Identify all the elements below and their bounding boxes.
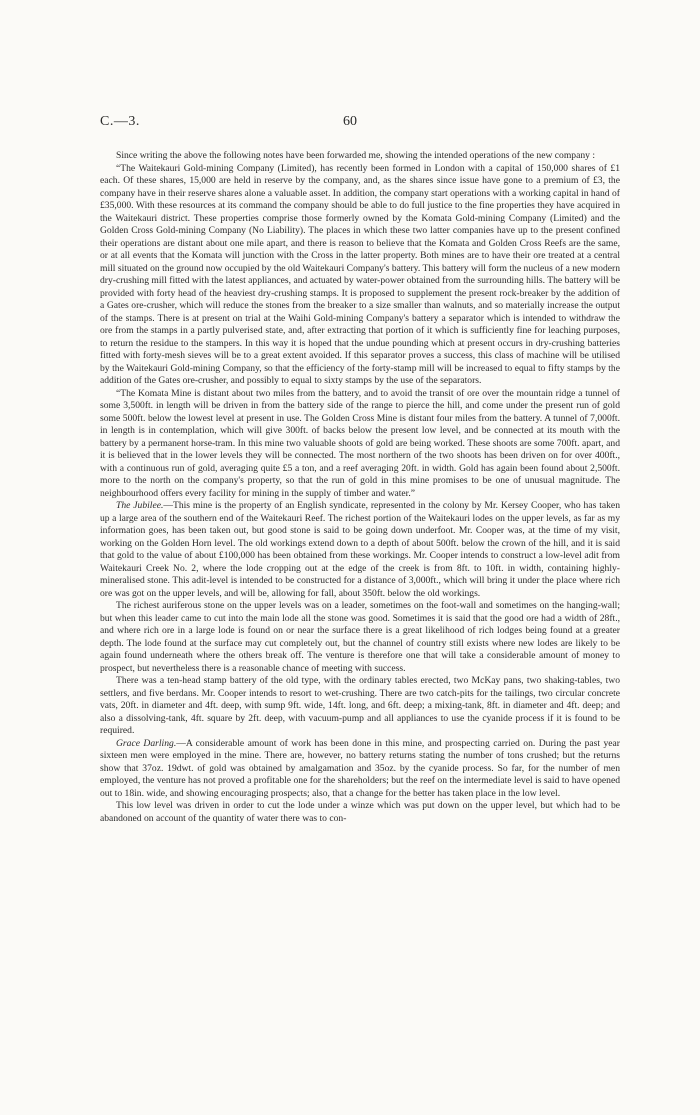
document-reference: C.—3.: [100, 114, 140, 129]
page-number: 60: [343, 114, 357, 129]
paragraph-text: “The Komata Mine is distant about two miles from the battery, and to avoid the transit of ore over the mountain ridge a tunnel of some 3,500ft. in length will be driven in from the battery side of the range to pierce the hill, and come under the present run of gold some 500ft. below the lowest level at present in use. The Golden Cross Mine is distant four miles from the battery. A tunnel of 7,000ft. in length is in contemplation, which will give 300ft. of backs below the present low level, and be connected at its mouth with the battery by a permanent horse-tram. In this mine two valuable shoots of gold are being worked. These shoots are some 700ft. apart, and it is believed that in the lower levels they will be connected. The most northern of the two shoots has been driven on for over 400ft., with a continuous run of gold, averaging quite £5 a ton, and a reef averaging 20ft. in width. Gold has again been found about 2,500ft. more to the north on the company's property, so that the run of gold in this mine promises to be one of unusual magnitude. The neighbourhood offers every facility for mining in the supply of timber and water.”: [100, 387, 620, 499]
paragraph-heading: Grace Darling.: [116, 737, 177, 749]
paragraph-text: This low level was driven in order to cut the lode under a winze which was put down on the upper level, but which had to be abandoned on account of the quantity of water there was to con-: [100, 800, 620, 824]
paragraph-heading: The Jubilee.: [116, 500, 164, 511]
paragraph: [100, 388, 620, 501]
page-header: [100, 114, 620, 134]
paragraph-text: Since writing the above the following notes have been forwarded me, showing the intended operations of the new company :: [116, 150, 596, 161]
paragraph: [100, 500, 620, 600]
paragraph: [100, 800, 620, 825]
body-text: [100, 150, 620, 825]
paragraph: [100, 163, 620, 388]
paragraph-text: The richest auriferous stone on the upper levels was on a leader, sometimes on the foot-wall and sometimes on the hanging-wall; but when this leader came to cut into the main lode all the stone was good. Sometimes it is said that the good ore had a width of 28ft., and where rich ore in a large lode is found on or near the surface there is a great likelihood of rich lodges being found at a greater depth. The lode found at the surface may cut completely out, but the channel of country still exists where new lodes are likely to be again found underneath where the others break off. The venture is therefore one that will take a considerable amount of money to prospect, but nevertheless there is a reasonable chance of meeting with success.: [100, 600, 620, 674]
paragraph: [100, 600, 620, 675]
paragraph: [100, 738, 620, 801]
paragraph-text: —This mine is the property of an English syndicate, represented in the colony by Mr. Kersey Cooper, who has taken up a large area of the southern end of the Waitekauri Reef. The richest portion of the Waitekauri lodes on the upper levels, as far as my information goes, has been taken out, but good stone is said to be going down underfoot. Mr. Cooper was, at the time of my visit, working on the Golden Horn level. The old workings extend down to a depth of about 500ft. below the crown of the hill, and it is said that gold to the value of about £100,000 has been obtained from these workings. Mr. Cooper intends to construct a low-level adit from Waitekauri Creek No. 2, where the lode cropping out at the edge of the creek is from 8ft. to 10ft. in width, containing highly-mineralised stone. This adit-level is intended to be constructed for a distance of 3,000ft., which will bring it under the place where rich ore was got on the upper levels, and will be, allowing for fall, about 350ft. below the old workings.: [100, 500, 620, 599]
paragraph-text: —A considerable amount of work has been done in this mine, and prospecting carried on. During the past year sixteen men were employed in the mine. There are, however, no battery returns stating the number of tons crushed; but the returns show that 37oz. 19dwt. of gold was obtained by amalgamation and 35oz. by the cyanide process. So far, for the number of men employed, the venture has not proved a profitable one for the shareholders; but the reef on the intermediate level is said to have opened out to 18in. wide, and showing encouraging prospects; also, that a change for the better has taken place in the low level.: [100, 737, 620, 799]
paragraph: [100, 675, 620, 738]
paragraph-text: There was a ten-head stamp battery of the old type, with the ordinary tables erected, two McKay pans, two shaking-tables, two settlers, and five berdans. Mr. Cooper intends to resort to wet-crushing. There are two catch-pits for the tailings, two circular concrete vats, 20ft. in diameter and 4ft. deep, with sump 9ft. wide, 14ft. long, and 6ft. deep; a mixing-tank, 8ft. in diameter and 4ft. deep; and also a dissolving-tank, 4ft. square by 2ft. deep, with vacuum-pump and all appliances to use the cyanide process if it is found to be required.: [100, 675, 620, 736]
paragraph-text: “The Waitekauri Gold-mining Company (Limited), has recently been formed in London with a capital of 150,000 shares of £1 each. Of these shares, 15,000 are held in reserve by the company, and, as the shares since issue have gone to a premium of £3, the company have in their reserve shares alone a valuable asset. In addition, the company start operations with a working capital in hand of £35,000. With these resources at its command the company should be able to do full justice to the fine properties they have acquired in the Waitekauri district. These properties comprise those formerly owned by the Komata Gold-mining Company (Limited) and the Golden Cross Gold-mining Company (No Liability). The places in which these two latter companies have up to the present confined their operations are distant about one mile apart, and there is reason to believe that the Komata and Golden Cross Reefs are the same, or at all events that the Komata will junction with the Cross in the latter property. Both mines are to have their ore treated at a central mill situated on the ground now occupied by the old Waitekauri Company's battery. This battery will form the nucleus of a new modern dry-crushing mill fitted with the latest appliances, and actuated by water-power obtained from the surrounding hills. The battery will be provided with forty head of the heaviest dry-crushing stamps. It is proposed to supplement the present rock-breaker by the addition of a Gates ore-crusher, which will reduce the stones from the breaker to a size smaller than walnuts, and so materially increase the output of the stamps. There is at present on trial at the Waihi Gold-mining Company's battery a separator which is intended to withdraw the ore from the stamps in a partly pulverised state, and, after extracting that portion of it which is sufficiently fine for leaching purposes, to return the residue to the stampers. In this way it is hoped that the undue pounding which at present occurs in dry-crushing batteries fitted with forty-mesh sieves will be to a great extent avoided. If this separator proves a success, this class of machine will be utilised by the Waitekauri Gold-mining Company, so that the efficiency of the forty-stamp mill will be increased to equal to fifty stamps by the addition of the Gates ore-crusher, and possibly to equal to sixty stamps by the use of the separators.: [100, 162, 620, 386]
paragraph: [100, 150, 620, 163]
